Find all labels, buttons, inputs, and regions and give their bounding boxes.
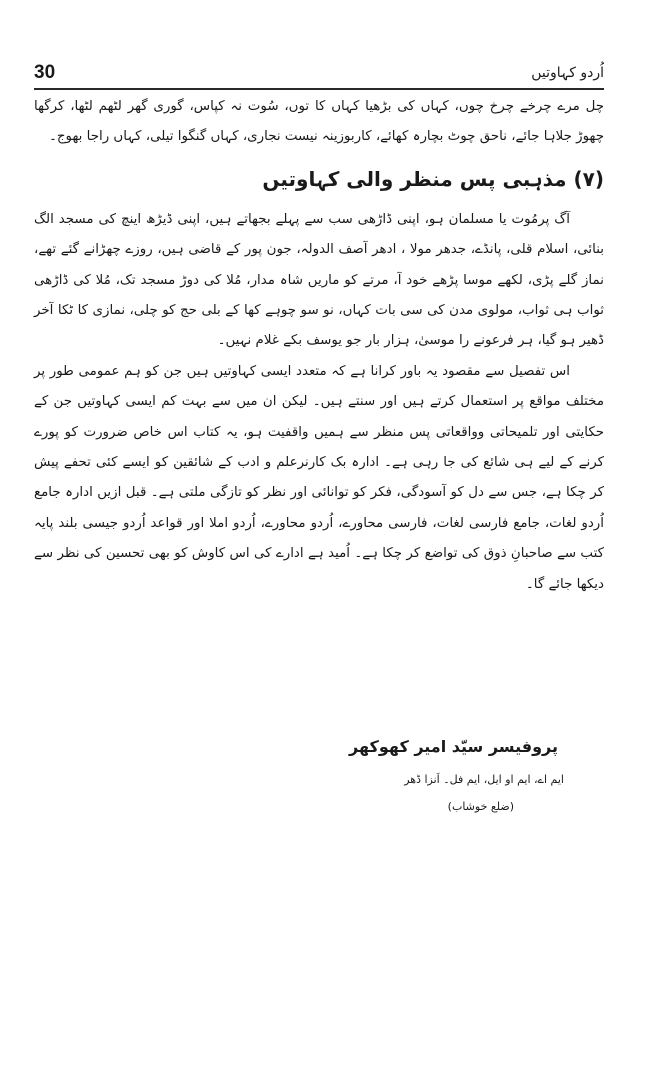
author-place: (ضلع خوشاب) [447,800,514,813]
page-header [34,60,604,86]
header-rule [34,88,604,90]
paragraph-proverb-list-top: چل مرے چرخے چرخ چوں، کہاں کی بڑھیا کہاں کا توں، سُوت نہ کپاس، گوری گھر لٹھم لٹھا، کرگھا چھوڑ جلاہا جائے، ناحق چوٹ بچارہ کھائے، کاربوزینہ نیست نجاری، کہاں گنگوا تیلی، کہاں راجا بھوج۔ [34,99,604,145]
running-title: اُردو کہاوتیں [531,65,604,81]
section-heading: (۷) مذہبی پس منظر والی کہاوتیں [262,166,604,191]
page-body [34,92,604,600]
author-name: پروفیسر سیّد امیر کھوکھر [349,737,558,756]
author-signature [34,728,604,820]
paragraph-purpose: اس تفصیل سے مقصود یہ باور کرانا ہے کہ متعدد ایسی کہاوتیں ہیں جن کو ہم عمومی طور پر مختلف مواقع پر استعمال کرتے ہیں اور سنتے ہیں۔ لیکن ان میں سے بہت کم ایسی کہاوتیں جن کے حکایتی اور تلمیحاتی وواقعاتی پس منظر سے ہمیں واقفیت ہو، یہ کتاب اس خاص ضرورت کو پورے کرنے کے لیے ہی شائع کی جا رہی ہے۔ ادارہ بک کارنرعلم و ادب کے شائقین کو ایسے کئی تحفے پیش کر چکا ہے، جس سے دل کو آسودگی، فکر کو توانائی اور نظر کو تازگی ملتی ہے۔ قبل ازیں ادارہ جامع اُردو لغات، جامع فارسی لغات، فارسی محاورے، اُردو محاورے، اُردو املا اور قواعد اُردو جیسی بلند پایہ کتب سے صاحبانِ ذوق کی تواضع کر چکا ہے۔ اُمید ہے ادارے کی اس کاوش کو بھی تحسین کی نظر سے دیکھا جائے گا۔ [34,363,604,592]
paragraph-religious-proverbs: آگ پرمُوت یا مسلمان ہو، اپنی ڈاڑھی سب سے پہلے بجھاتے ہیں، اپنی ڈیڑھ اینچ کی مسجد الگ بنائی، اسلام قلی، پانڈے، جدھر مولا ، ادھر آصف الدولہ، جون پور کے قاضی ہیں، روزے چھڑانے گئے تھے، نماز گلے پڑی، لکھے موسا پڑھے خود آ، مرتے کو ماریں شاہ مدار، مُلا کی دوڑ مسجد تک، مُلا کی ڈاڑھی ثواب ہی ثواب، مولوی مدن کی سی بات کہاں، نو سو چوہے کھا کے بلی حج کو چلی، نمازی کا ٹکا آخر ڈھیر ہو گیا، ہر فرعونے را موسیٰ، ہزار بار جو یوسف بکے غلام نہیں۔ [34,211,604,349]
author-degrees: ایم اے، ایم او ایل، ایم فل۔ اَنزا ڈھر [404,773,564,786]
page-number: 30 [34,62,56,83]
